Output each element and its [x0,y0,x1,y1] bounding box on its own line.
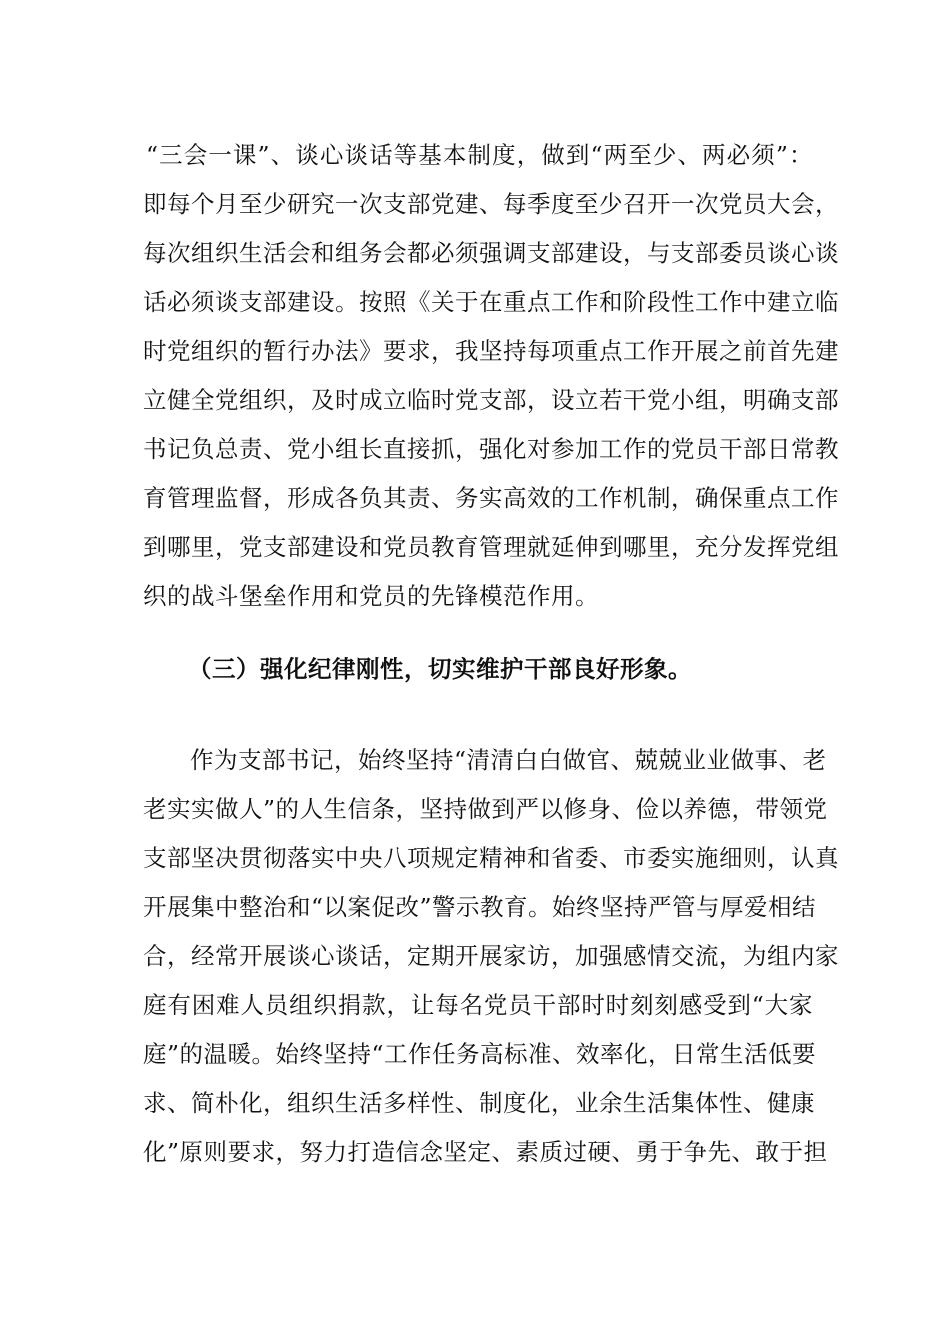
paragraph-line: 每次组织生活会和组务会都必须强调支部建设，与支部委员谈心谈 [143,239,839,267]
paragraph-line: 开展集中整治和“以案促改”警示教育。始终坚持严管与厚爱相结 [143,893,817,921]
section-heading: （三）强化纪律刚性，切实维护干部良好形象。 [188,655,692,683]
paragraph-line: 化”原则要求，努力打造信念坚定、素质过硬、勇于争先、敢于担 [143,1138,828,1166]
paragraph-line: 书记负总责、党小组长直接抓，强化对参加工作的党员干部日常教 [143,435,839,463]
paragraph-line: 即每个月至少研究一次支部党建、每季度至少召开一次党员大会， [143,190,839,218]
paragraph-line: 庭有困难人员组织捐款，让每名党员干部时时刻刻感受到“大家 [143,991,813,1019]
paragraph-line: 育管理监督，形成各负其责、务实高效的工作机制，确保重点工作 [143,484,839,512]
paragraph-line: 到哪里，党支部建设和党员教育管理就延伸到哪里，充分发挥党组 [143,533,839,561]
paragraph-line: 时党组织的暂行办法》要求，我坚持每项重点工作开展之前首先建 [143,337,839,365]
paragraph-line: 立健全党组织，及时成立临时党支部，设立若干党小组，明确支部 [143,386,839,414]
paragraph-line: 织的战斗堡垒作用和党员的先锋模范作用。 [143,582,599,610]
paragraph-line: 话必须谈支部建设。按照《关于在重点工作和阶段性工作中建立临 [143,288,839,316]
paragraph-line: 合，经常开展谈心谈话，定期开展家访，加强感情交流，为组内家 [143,942,839,970]
paragraph-line: 老实实做人”的人生信条，坚持做到严以修身、俭以养德，带领党 [143,795,828,823]
paragraph-line: 庭”的温暖。始终坚持“工作任务高标准、效率化，日常生活低要 [143,1040,817,1068]
paragraph-line: 作为支部书记，始终坚持“清清白白做官、兢兢业业做事、老 [190,746,827,774]
paragraph-line: “三会一课”、谈心谈话等基本制度，做到“两至少、两必须”： [146,141,813,169]
paragraph-line: 支部坚决贯彻落实中央八项规定精神和省委、市委实施细则，认真 [143,844,839,872]
paragraph-line: 求、简朴化，组织生活多样性、制度化，业余生活集体性、健康 [143,1089,815,1117]
